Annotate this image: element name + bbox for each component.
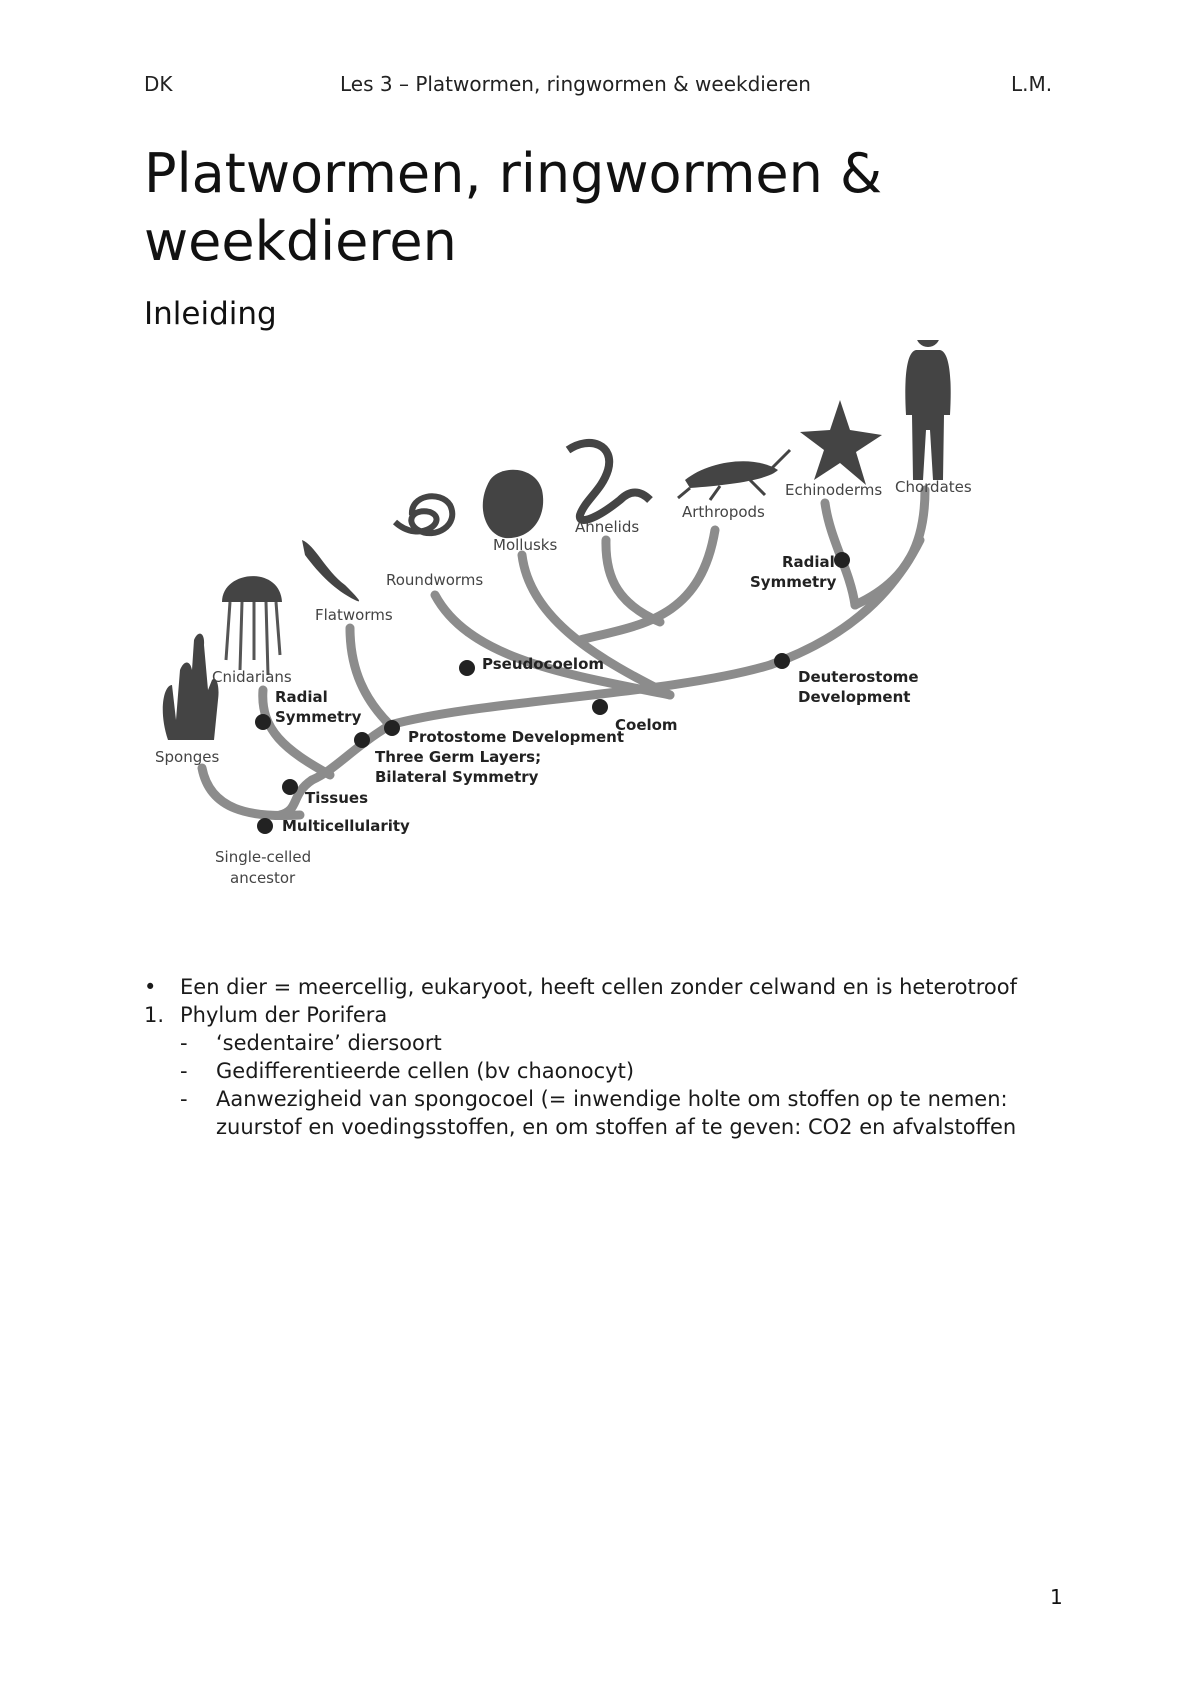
- bullet-text: Een dier = meercellig, eukaryoot, heeft cellen zonder celwand en is heterotroof: [180, 975, 1017, 999]
- node-tissues: [282, 779, 298, 795]
- node-coelom: [592, 699, 608, 715]
- page-number: 1: [1050, 1585, 1063, 1609]
- numbered-item: [144, 1001, 1074, 1029]
- sponge-icon: [163, 634, 219, 740]
- section-heading: Inleiding: [144, 296, 277, 332]
- roundworm-icon: [395, 496, 452, 533]
- label-echinoderms: Echinoderms: [785, 481, 883, 499]
- header-right: L.M.: [1011, 72, 1053, 96]
- phylogenetic-tree-figure: [150, 340, 1070, 960]
- label-three-germ-1: Three Germ Layers;: [375, 748, 542, 766]
- label-deuterostome-1: Deuterostome: [798, 668, 919, 686]
- annelid-icon: [568, 443, 650, 520]
- sub-item: [144, 1057, 1074, 1085]
- sub-item-text: ‘sedentaire’ diersoort: [216, 1031, 442, 1055]
- sub-item: [144, 1085, 1074, 1141]
- node-three-germ: [354, 732, 370, 748]
- label-ancestor-line1: Single-celled: [215, 848, 312, 866]
- number-marker: 1.: [144, 1003, 165, 1027]
- label-coelom: Coelom: [615, 716, 678, 734]
- human-icon: [905, 340, 950, 480]
- label-radial-cnidaria-1: Radial: [275, 688, 328, 706]
- label-deuterostome-2: Development: [798, 688, 911, 706]
- label-mollusks: Mollusks: [493, 536, 558, 554]
- bullet-item: [144, 973, 1074, 1001]
- label-annelids: Annelids: [575, 518, 640, 536]
- branch-chordates: [855, 490, 925, 605]
- label-multicellularity: Multicellularity: [282, 817, 410, 835]
- sub-item: [144, 1029, 1074, 1057]
- label-pseudocoelom: Pseudocoelom: [482, 655, 604, 673]
- bullet-marker: •: [144, 975, 157, 999]
- label-three-germ-2: Bilateral Symmetry: [375, 768, 539, 786]
- label-flatworms: Flatworms: [315, 606, 393, 624]
- mollusk-shell-icon: [483, 470, 543, 538]
- dash-marker: -: [180, 1059, 188, 1083]
- branch-annelids: [606, 540, 660, 622]
- label-roundworms: Roundworms: [386, 571, 484, 589]
- tree-branches: [202, 490, 925, 816]
- node-deuterostome: [774, 653, 790, 669]
- numbered-text: Phylum der Porifera: [180, 1003, 388, 1027]
- label-arthropods: Arthropods: [682, 503, 765, 521]
- starfish-icon: [800, 400, 882, 485]
- node-pseudocoelom: [459, 660, 475, 676]
- label-cnidarians: Cnidarians: [212, 668, 292, 686]
- node-radial-cnidaria: [255, 714, 271, 730]
- body-text: [144, 973, 1074, 1141]
- label-sponges: Sponges: [155, 748, 220, 766]
- sub-item-text: Aanwezigheid van spongocoel (= inwendige holte om stoffen op te nemen: zuurstof en voedingsstoffen, en om stoffen af te geven: CO2 en afvalstoffen: [216, 1087, 1017, 1139]
- page-title: Platwormen, ringwormen & weekdieren: [144, 142, 883, 273]
- label-tissues: Tissues: [305, 789, 369, 807]
- label-radial-echino-1: Radial: [782, 553, 835, 571]
- jellyfish-icon: [222, 576, 282, 675]
- sub-item-text: Gedifferentieerde cellen (bv chaonocyt): [216, 1059, 635, 1083]
- dash-marker: -: [180, 1031, 188, 1055]
- label-radial-cnidaria-2: Symmetry: [275, 708, 362, 726]
- label-chordates: Chordates: [895, 478, 972, 496]
- label-ancestor-line2: ancestor: [230, 869, 296, 887]
- branch-protostome-upper: [580, 530, 715, 640]
- node-multicellularity: [257, 818, 273, 834]
- label-protostome: Protostome Development: [408, 728, 625, 746]
- tree-labels: [155, 478, 972, 887]
- flatworm-icon: [302, 540, 359, 601]
- node-protostome: [384, 720, 400, 736]
- grasshopper-icon: [678, 450, 790, 500]
- node-radial-echino: [834, 552, 850, 568]
- header-center: Les 3 – Platwormen, ringwormen & weekdieren: [340, 72, 811, 96]
- header-left: DK: [144, 72, 173, 96]
- dash-marker: -: [180, 1087, 188, 1111]
- label-radial-echino-2: Symmetry: [750, 573, 837, 591]
